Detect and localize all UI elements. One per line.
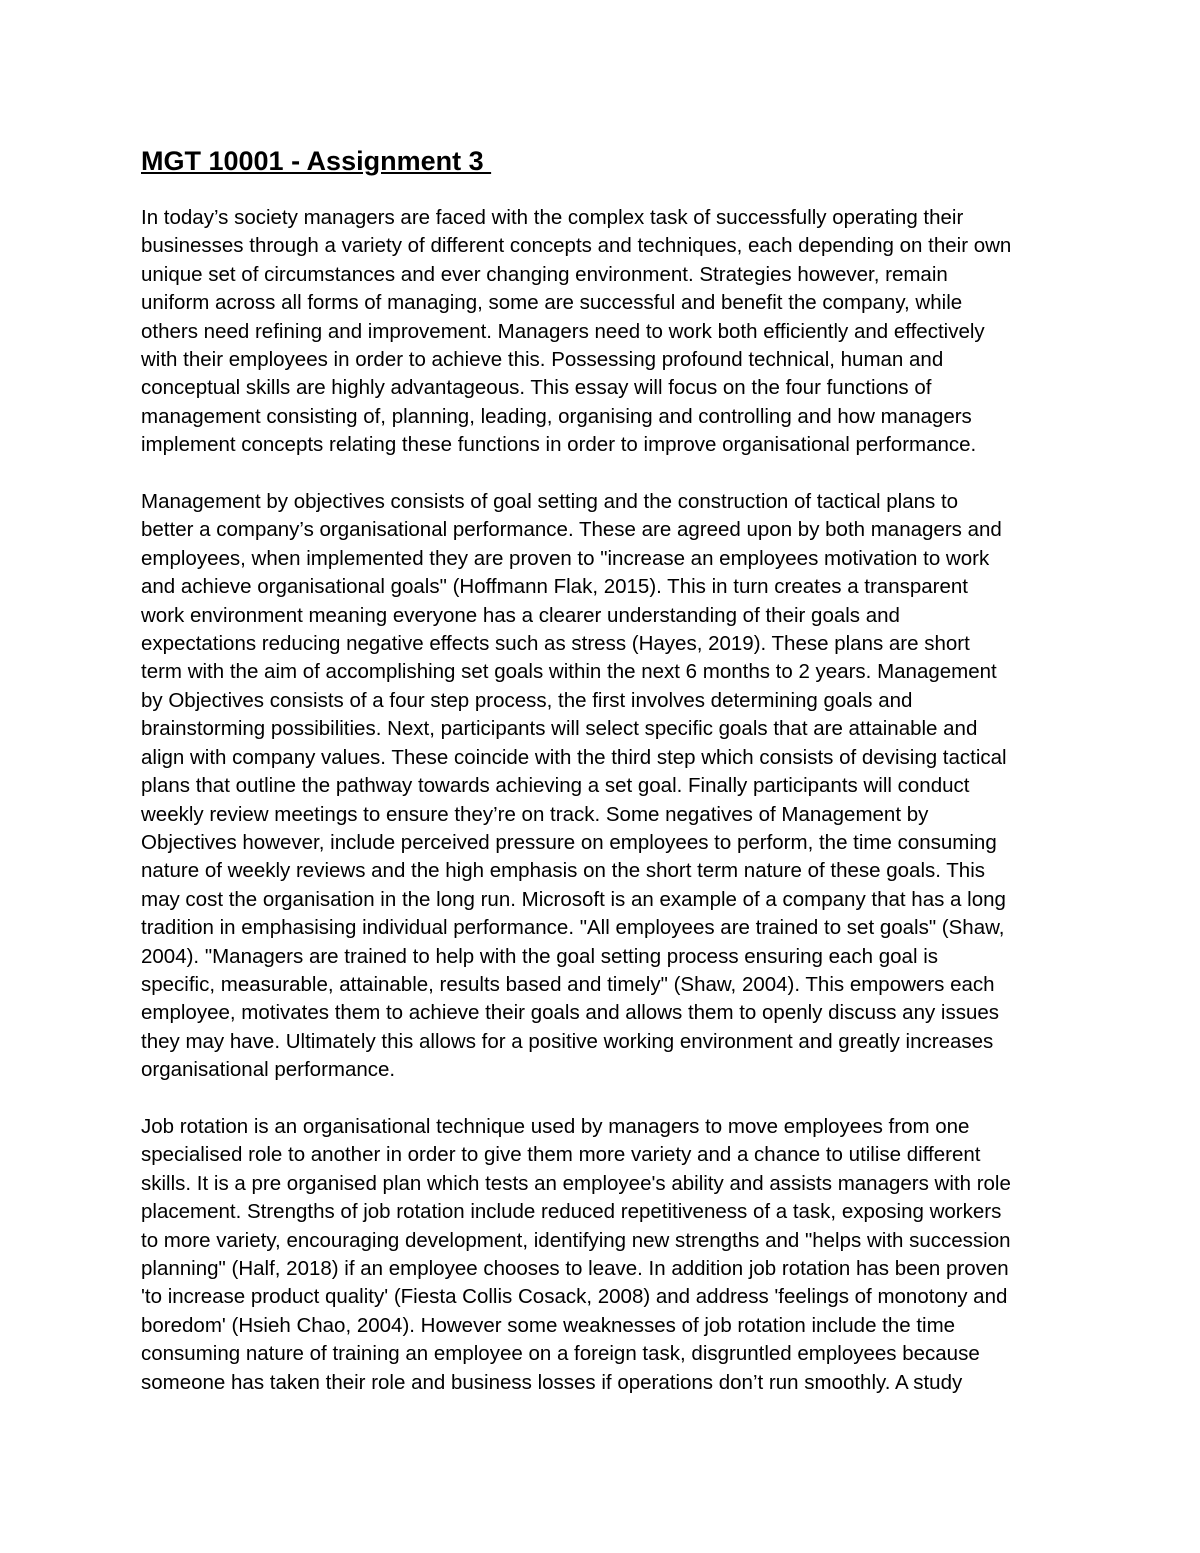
paragraph-management-by-objectives: Management by objectives consists of goal setting and the construction of tactical plans to better a company’s organisational performance. These are agreed upon by both managers and employees, when implemented they are proven to "increase an employees motivation to work and achieve organisational goals" (Hoffmann Flak, 2015). This in turn creates a transparent work environment meaning everyone has a clearer understanding of their goals and expectations reducing negative effects such as stress (Hayes, 2019). These plans are short term with the aim of accomplishing set goals within the next 6 months to 2 years. Management by Objectives consists of a four step process, the first involves determining goals and brainstorming possibilities. Next, participants will select specific goals that are attainable and align with company values. These coincide with the third step which consists of devising tactical plans that outline the pathway towards achieving a set goal. Finally participants will conduct weekly review meetings to ensure they’re on track. Some negatives of Management by Objectives however, include perceived pressure on employees to perform, the time consuming nature of weekly reviews and the high emphasis on the short term nature of these goals. This may cost the organisation in the long run. Microsoft is an example of a company that has a long tradition in emphasising individual performance. "All employees are trained to set goals" (Shaw, 2004). "Managers are trained to help with the goal setting process ensuring each goal is specific, measurable, attainable, results based and timely" (Shaw, 2004). This empowers each employee, motivates them to achieve their goals and allows them to openly discuss any issues they may have. Ultimately this allows for a positive working environment and greatly increases organisational performance. — [141, 490, 1007, 1082]
document-body — [141, 142, 1066, 1425]
paragraph-introduction: In today’s society managers are faced with the complex task of successfully operating their businesses through a variety of different concepts and techniques, each depending on their own unique set of circumstances and ever changing environment. Strategies however, remain uniform across all forms of managing, some are successful and benefit the company, while others need refining and improvement. Managers need to work both efficiently and effectively with their employees in order to achieve this. Possessing profound technical, human and conceptual skills are highly advantageous. This essay will focus on the four functions of management consisting of, planning, leading, organising and controlling and how managers implement concepts relating these functions in order to improve organisational performance. — [141, 206, 1012, 457]
document-title: MGT 10001 - Assignment 3 — [141, 146, 492, 176]
paragraph-job-rotation: Job rotation is an organisational technique used by managers to move employees from one specialised role to another in order to give them more variety and a chance to utilise different skills. It is a pre organised plan which tests an employee's ability and assists managers with role placement. Strengths of job rotation include reduced repetitiveness of a task, exposing workers to more variety, encouraging development, identifying new strengths and "helps with succession planning" (Half, 2018) if an employee chooses to leave. In addition job rotation has been proven 'to increase product quality' (Fiesta Collis Cosack, 2008) and address 'feelings of monotony and boredom' (Hsieh Chao, 2004). However some weaknesses of job rotation include the time consuming nature of training an employee on a foreign task, disgruntled employees because someone has taken their role and business losses if operations don’t run smoothly. A study — [141, 1114, 1011, 1394]
